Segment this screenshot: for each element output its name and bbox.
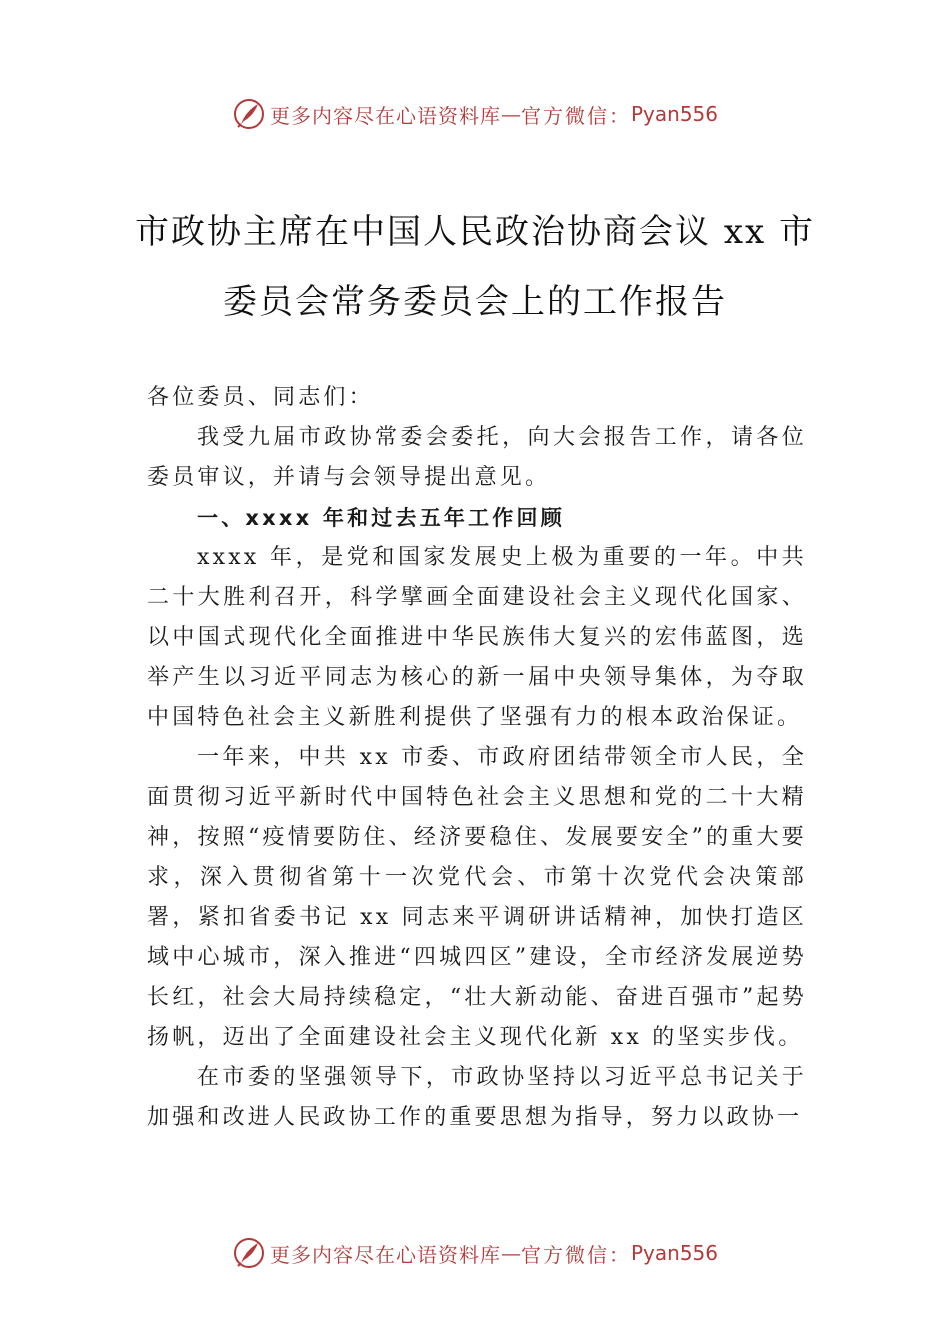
- document-title-line-1: 市政协主席在中国人民政治协商会议 xx 市: [135, 212, 815, 252]
- paragraph-1: 我受九届市政协常委会委托，向大会报告工作，请各位委员审议，并请与会领导提出意见。: [147, 425, 807, 490]
- footer-banner: [0, 1233, 950, 1273]
- header-banner: [0, 94, 950, 134]
- document-title-line-2: 委员会常务委员会上的工作报告: [223, 282, 727, 322]
- banner-separator: —: [500, 1241, 521, 1265]
- banner-wechat-id: Pyan556: [630, 1241, 718, 1265]
- paragraph-4: 在市委的坚强领导下，市政协坚持以习近平总书记关于加强和改进人民政协工作的重要思想为指导，努力以政协一: [147, 1065, 807, 1130]
- banner-wechat-label: 官方微信：: [520, 103, 631, 128]
- feather-pen-logo-icon: [232, 1236, 266, 1270]
- banner-separator: —: [500, 102, 521, 126]
- section-heading-1: 一、xxxx 年和过去五年工作回顾: [197, 506, 565, 530]
- banner-text: 更多内容尽在心语资料库: [269, 103, 501, 128]
- banner-text: 更多内容尽在心语资料库: [269, 1242, 501, 1267]
- paragraph-2: xxxx 年，是党和国家发展史上极为重要的一年。中共二十大胜利召开，科学擘画全面建设社会主义现代化国家、以中国式现代化全面推进中华民族伟大复兴的宏伟蓝图，选举产生以习近平同志为核心的新一届中央领导集体，为夺取中国特色社会主义新胜利提供了坚强有力的根本政治保证。: [147, 545, 807, 730]
- salutation: 各位委员、同志们：: [147, 385, 374, 410]
- paragraph-3: 一年来，中共 xx 市委、市政府团结带领全市人民，全面贯彻习近平新时代中国特色社会主义思想和党的二十大精神，按照“疫情要防住、经济要稳住、发展要安全”的重大要求，深入贯彻省第十一次党代会、市第十次党代会决策部署，紧扣省委书记 xx 同志来平调研讲话精神，加快打造区域中心城市，深入推进“四城四区”建设，全市经济发展逆势长红，社会大局持续稳定，“壮大新动能、奋进百强市”起势扬帆，迈出了全面建设社会主义现代化新 xx 的坚实步伐。: [147, 745, 807, 1050]
- feather-pen-logo-icon: [232, 97, 266, 131]
- document-body: [147, 378, 807, 1138]
- banner-wechat-label: 官方微信：: [520, 1242, 631, 1267]
- banner-wechat-id: Pyan556: [630, 102, 718, 126]
